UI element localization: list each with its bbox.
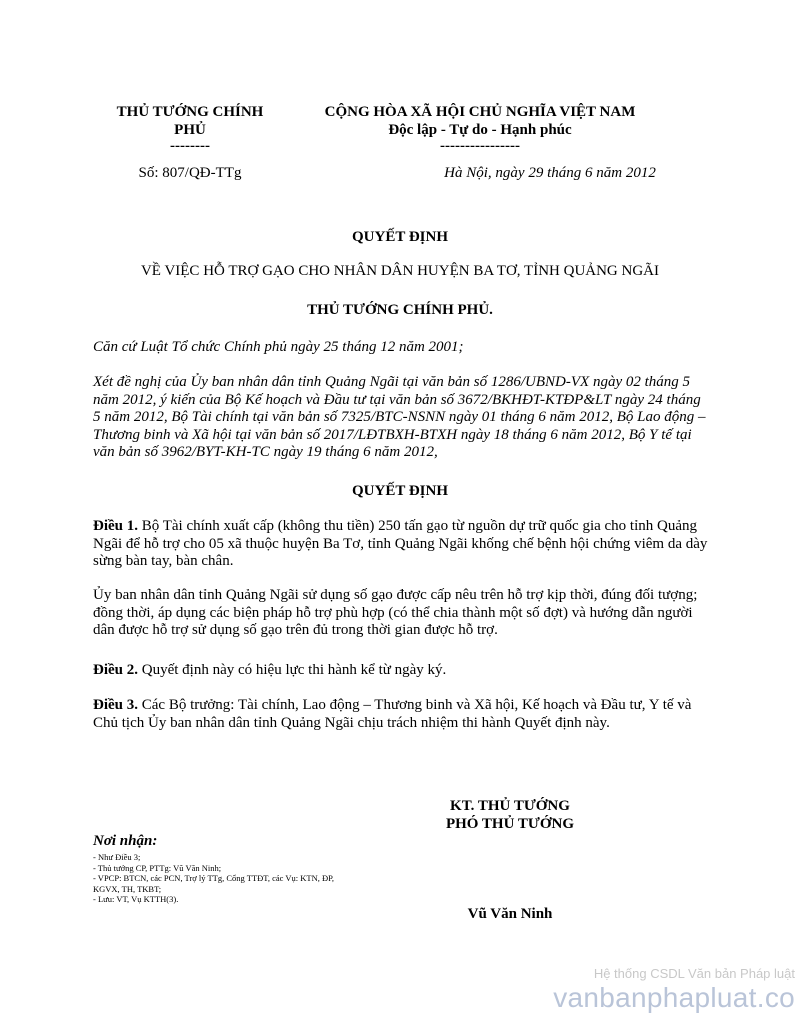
- article-1-label: Điều 1.: [93, 518, 138, 534]
- national-title: CỘNG HÒA XÃ HỘI CHỦ NGHĨA VIỆT NAM: [324, 104, 636, 120]
- recipients-list: [93, 852, 358, 905]
- article-1-paragraph-2: [93, 587, 713, 640]
- issuing-agency: THỦ TƯỚNG CHÍNH PHỦ: [116, 104, 264, 138]
- recipient-item: - VPCP: BTCN, các PCN, Trợ lý TTg, Cổng TTĐT, các Vụ: KTN, ĐP, KGVX, TH, TKBT;: [93, 873, 335, 894]
- signature-title-2: PHÓ THỦ TƯỚNG: [445, 816, 575, 832]
- article-2: [93, 662, 713, 680]
- recipient-item: - Thủ tướng CP, PTTg: Vũ Văn Ninh;: [93, 862, 222, 873]
- article-1-paragraph-2-text: Ủy ban nhân dân tỉnh Quảng Ngãi sử dụng số gạo được cấp nêu trên hỗ trợ kịp thời, đúng đối tượng; đồng thời, áp dụng các biện pháp hỗ trợ phù hợp (có thể chia thành một số đợt) và hướng dẫn người dân được hỗ trợ sử dụng số gạo trên đủ trong thời gian được hỗ trợ.: [93, 587, 698, 638]
- article-2-text: Quyết định này có hiệu lực thi hành kể từ ngày ký.: [138, 662, 447, 678]
- recipient-item: - Như Điều 3;: [93, 852, 141, 862]
- article-1-text: Bộ Tài chính xuất cấp (không thu tiền) 250 tấn gạo từ nguồn dự trữ quốc gia cho tỉnh Quảng Ngãi để hỗ trợ cho 05 xã thuộc huyện Ba Tơ, tỉnh Quảng Ngãi khống chế bệnh hội chứng viêm da dày sừng bàn tay, bàn chân.: [93, 518, 708, 569]
- recipient-item: - Lưu: VT, Vụ KTTH(3).: [93, 894, 179, 904]
- legal-basis: Căn cứ Luật Tổ chức Chính phủ ngày 25 tháng 12 năm 2001;: [93, 339, 464, 355]
- place-and-date: Hà Nội, ngày 29 tháng 6 năm 2012: [444, 165, 656, 181]
- article-1: [93, 518, 713, 571]
- recipients-heading: Nơi nhận:: [93, 833, 158, 849]
- signer-name: Vũ Văn Ninh: [467, 906, 553, 922]
- document-type: QUYẾT ĐỊNH: [352, 229, 448, 245]
- decide-heading: QUYẾT ĐỊNH: [352, 483, 448, 499]
- national-motto: Độc lập - Tự do - Hạnh phúc: [388, 122, 572, 138]
- document-subject: VỀ VIỆC HỖ TRỢ GẠO CHO NHÂN DÂN HUYỆN BA TƠ, TỈNH QUẢNG NGÃI: [140, 263, 660, 279]
- signature-title-1: KT. THỦ TƯỚNG: [450, 798, 570, 814]
- agency-divider: --------: [170, 138, 210, 154]
- motto-divider: ----------------: [440, 138, 520, 154]
- watermark-line-1: Hệ thống CSDL Văn bản Pháp luật: [593, 966, 795, 981]
- issuing-authority: THỦ TƯỚNG CHÍNH PHỦ.: [307, 302, 493, 318]
- article-3: [93, 697, 713, 732]
- article-3-text: Các Bộ trưởng: Tài chính, Lao động – Thương binh và Xã hội, Kế hoạch và Đầu tư, Y tế và Chủ tịch Ủy ban nhân dân tỉnh Quảng Ngãi chịu trách nhiệm thi hành Quyết định này.: [93, 697, 692, 731]
- article-2-label: Điều 2.: [93, 662, 138, 678]
- article-3-label: Điều 3.: [93, 697, 138, 713]
- proposal-basis: Xét đề nghị của Ủy ban nhân dân tỉnh Quảng Ngãi tại văn bản số 1286/UBND-VX ngày 02 tháng 5 năm 2012, ý kiến của Bộ Kế hoạch và Đầu tư tại văn bản số 3672/BKHĐT-KTĐP&LT ngày 24 tháng 5 năm 2012, Bộ Tài chính tại văn bản số 7325/BTC-NSNN ngày 01 tháng 6 năm 2012, Bộ Lao động – Thương binh và Xã hội tại văn bản số 2017/LĐTBXH-BTXH ngày 18 tháng 6 năm 2012, Bộ Y tế tại văn bản số 3962/BYT-KH-TC ngày 19 tháng 6 năm 2012,: [93, 374, 706, 460]
- watermark-line-2: vanbanphapluat.co: [553, 982, 795, 1013]
- document-number: Số: 807/QĐ-TTg: [138, 165, 242, 181]
